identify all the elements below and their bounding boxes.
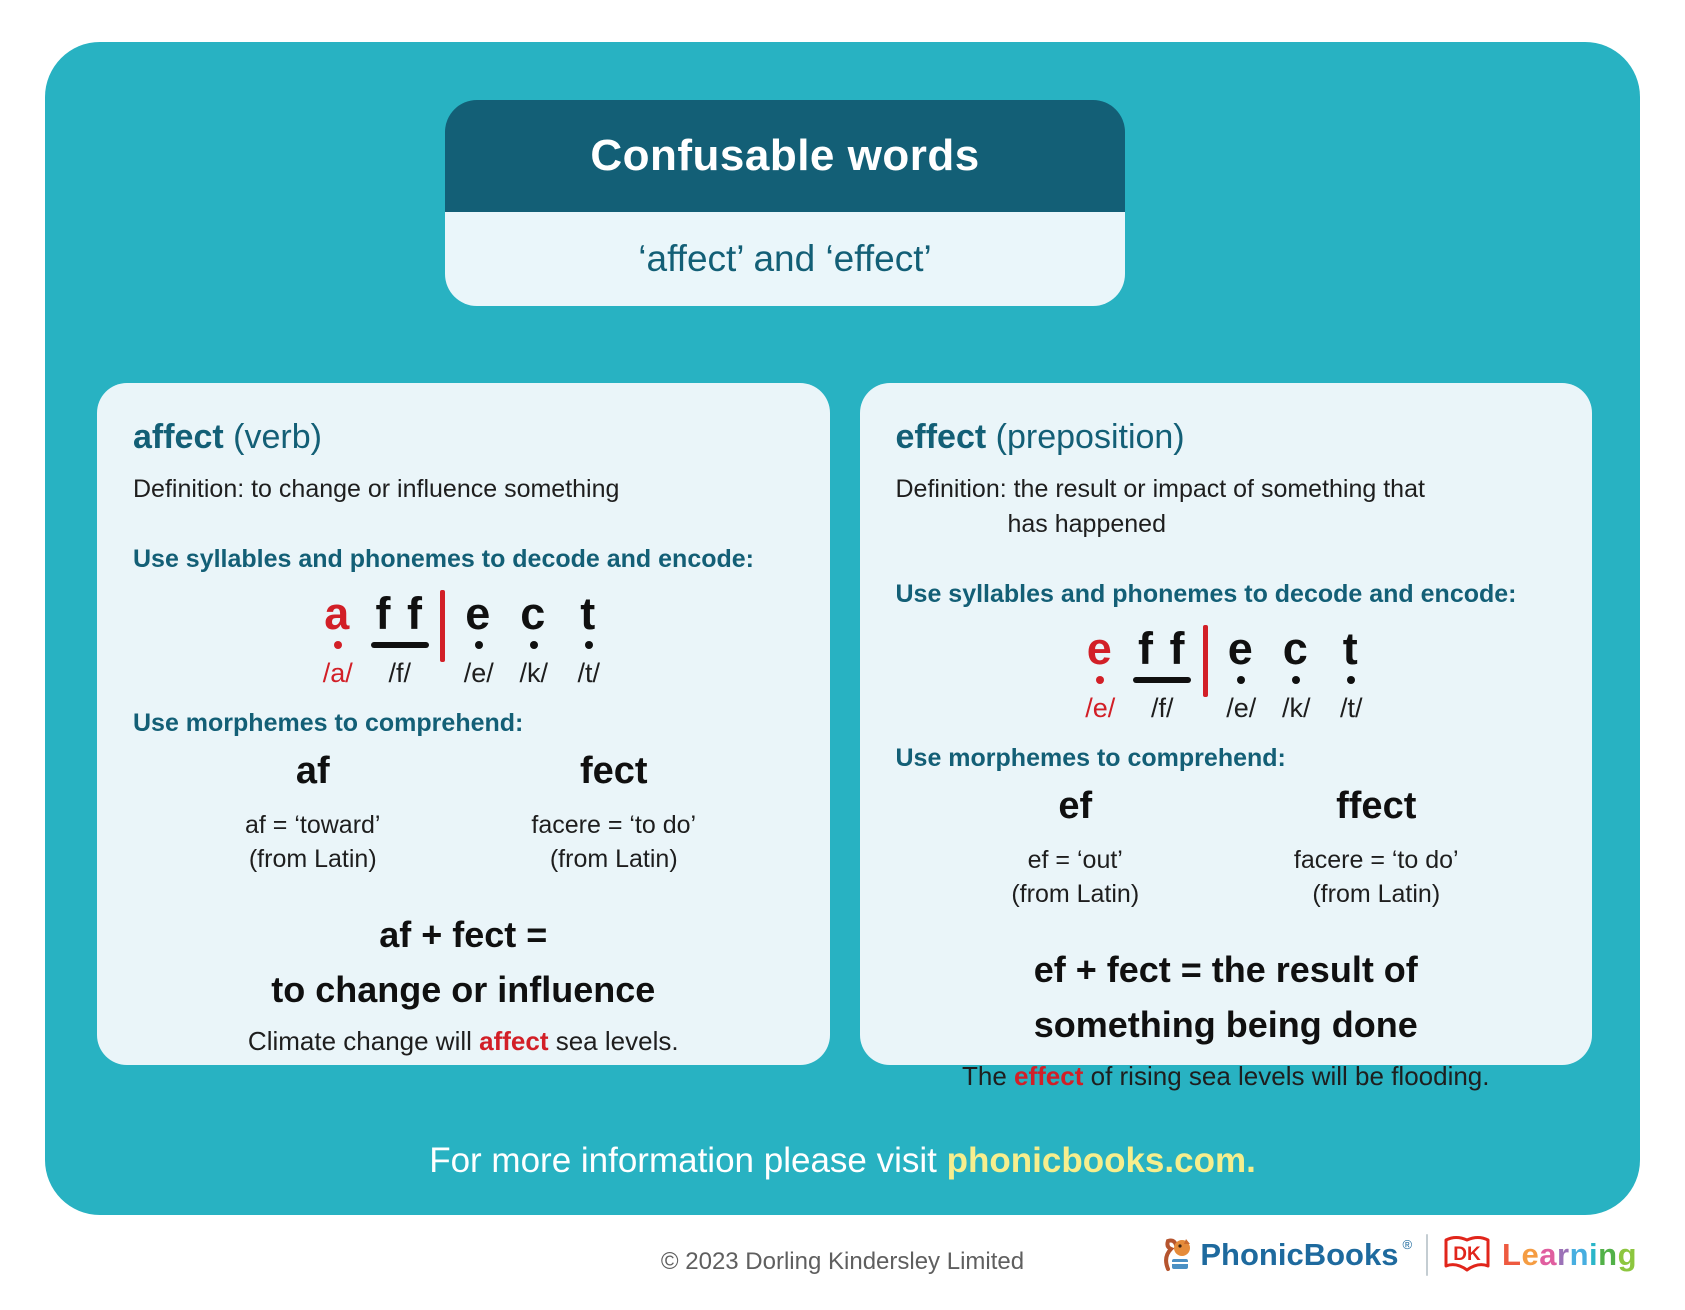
grapheme-unit: e /e/: [1226, 622, 1257, 724]
phoneme-dot-marker: [530, 637, 538, 653]
footer-logos: [1162, 1233, 1637, 1277]
affect-card: [97, 383, 830, 1065]
grapheme-unit: f f /f/: [1133, 625, 1191, 724]
syllables-heading: Use syllables and phonemes to decode and encode:: [133, 544, 754, 573]
grapheme-unit: t /t/: [1339, 622, 1363, 724]
grapheme-unit: e /e/: [463, 587, 494, 689]
page-title: Confusable words: [590, 131, 980, 180]
digraph-line-marker: [1133, 672, 1191, 688]
header-card: [445, 100, 1125, 306]
phoneme-dot-marker: [475, 637, 483, 653]
learning-letter: n: [1598, 1237, 1618, 1272]
morpheme-col: ffect facere = ‘to do’ (from Latin): [1293, 785, 1459, 908]
svg-text:DK: DK: [1453, 1244, 1481, 1265]
syllable-divider: [1202, 625, 1208, 697]
highlighted-word: effect: [1014, 1061, 1084, 1092]
morpheme-col: ef ef = ‘out’ (from Latin): [1011, 785, 1140, 908]
part-of-speech-label: (preposition): [995, 418, 1185, 456]
syllable-divider: [440, 590, 446, 662]
grapheme-unit: c /k/: [1281, 622, 1311, 724]
phoneme-dot-marker: [1237, 672, 1245, 688]
word-label: effect: [895, 418, 987, 456]
learning-letter: a: [1539, 1237, 1557, 1272]
morpheme-col: af af = ‘toward’ (from Latin): [245, 750, 381, 873]
definition-text: Definition: to change or influence something: [133, 474, 620, 503]
phoneme-dot-marker: [334, 637, 342, 653]
highlighted-word: affect: [479, 1026, 549, 1057]
page-subtitle: ‘affect’ and ‘effect’: [638, 238, 932, 279]
affect-card-title: [133, 417, 794, 458]
word-cards: [97, 383, 1592, 1092]
header-subtitle-bar: [445, 212, 1125, 306]
morphemes-heading: Use morphemes to comprehend:: [133, 709, 524, 738]
grapheme-phoneme-row: [896, 622, 1557, 724]
grapheme-phoneme-row: [133, 587, 794, 689]
morphemes-heading: Use morphemes to comprehend:: [895, 744, 1286, 773]
syllables-heading: Use syllables and phonemes to decode and encode:: [895, 579, 1517, 608]
learning-letter: e: [1521, 1237, 1540, 1272]
phoneme-dot-marker: [585, 637, 593, 653]
learning-letter: r: [1556, 1237, 1570, 1272]
morphemes-row: [896, 785, 1557, 912]
phonicbooks-wordmark: PhonicBooks: [1200, 1237, 1399, 1272]
morphemes-row: [133, 750, 794, 877]
learning-letter: n: [1569, 1237, 1589, 1272]
learning-letter: L: [1502, 1237, 1522, 1272]
learning-letter: i: [1589, 1237, 1599, 1272]
effect-card-title: [896, 417, 1557, 458]
example-sentence: The effect of rising sea levels will be flooding.: [962, 1061, 1490, 1092]
part-of-speech-label: (verb): [233, 418, 322, 456]
learning-wordmark: [1502, 1237, 1637, 1273]
morpheme-equation: ef + fect = the result of something being done: [1033, 948, 1418, 1046]
phonicbooks-logo: [1162, 1235, 1412, 1275]
phonicbooks-link[interactable]: phonicbooks.com.: [946, 1141, 1256, 1180]
example-sentence: Climate change will affect sea levels.: [247, 1026, 679, 1057]
grapheme-unit: t /t/: [577, 587, 600, 689]
definition-text: Definition: the result or impact of something that has happened: [895, 474, 1425, 538]
phoneme-dot-marker: [1096, 672, 1104, 688]
grapheme-unit: e /e/: [1085, 622, 1116, 724]
morpheme-equation: af + fect = to change or influence: [271, 913, 656, 1011]
header-title-bar: [445, 100, 1125, 212]
grapheme-unit: c /k/: [519, 587, 548, 689]
logo-divider: [1426, 1234, 1428, 1276]
registered-trademark-symbol: ®: [1402, 1237, 1413, 1252]
dk-book-icon: [1442, 1233, 1492, 1277]
more-info-line: For more information please visit phonicbooks.com.: [429, 1141, 1256, 1180]
morpheme-col: fect facere = ‘to do’ (from Latin): [531, 750, 697, 873]
digraph-line-marker: [371, 637, 429, 653]
phoneme-dot-marker: [1292, 672, 1300, 688]
effect-card: [860, 383, 1593, 1092]
dk-learning-logo: [1442, 1233, 1637, 1277]
grapheme-unit: a /a/: [322, 587, 353, 689]
page-footer: [0, 1215, 1685, 1310]
grapheme-unit: f f /f/: [371, 590, 429, 689]
learning-letter: g: [1617, 1237, 1637, 1272]
teal-board: [45, 42, 1640, 1215]
copyright-text: © 2023 Dorling Kindersley Limited: [660, 1248, 1025, 1275]
word-label: affect: [133, 418, 224, 456]
phoneme-dot-marker: [1347, 672, 1355, 688]
phonicbooks-mascot-icon: [1162, 1235, 1196, 1275]
